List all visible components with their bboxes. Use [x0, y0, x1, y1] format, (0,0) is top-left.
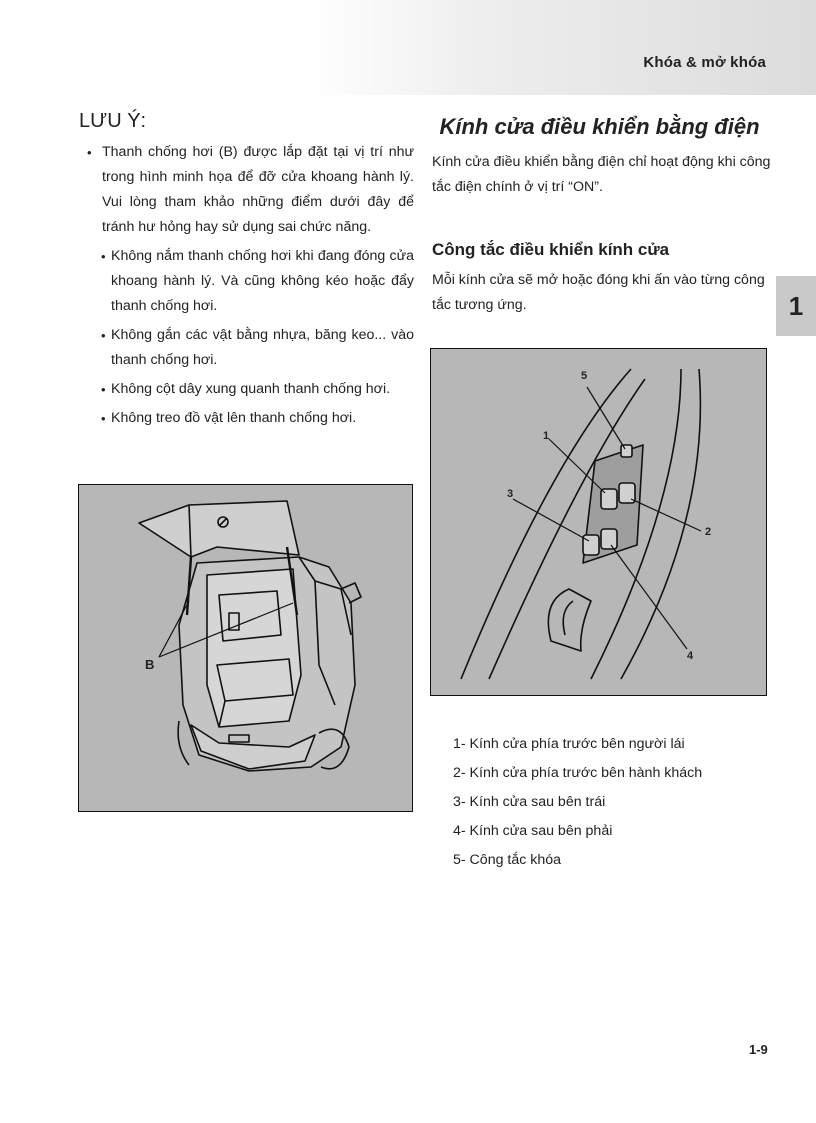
- note-bullet-list: [81, 140, 414, 431]
- legend-item: 1- Kính cửa phía trước bên người lái: [453, 736, 685, 752]
- tailgate-illustration: [79, 485, 411, 810]
- page-number: 1-9: [749, 1042, 768, 1057]
- door-handle: [548, 589, 591, 651]
- tailgate-struts-figure: [78, 484, 413, 812]
- figure-label-2: 2: [705, 526, 712, 538]
- legend-item: 4- Kính cửa sau bên phải: [453, 823, 613, 839]
- legend-item: 5- Công tắc khóa: [453, 852, 562, 868]
- subsection-text: Mỗi kính cửa sẽ mở hoặc đóng khi ấn vào từng công tắc tương ứng.: [432, 272, 765, 313]
- lock-switch: [621, 445, 632, 457]
- figure-label-b: B: [145, 657, 155, 672]
- switch-rear-left: [583, 535, 599, 555]
- note-sub-bullet: • Không cột dây xung quanh thanh chống hơi.: [81, 377, 414, 402]
- figure-label-5: 5: [581, 370, 588, 382]
- chapter-tab: 1: [776, 276, 816, 336]
- switch-rear-right: [601, 529, 617, 549]
- section-title: Kính cửa điều khiển bằng điện: [439, 114, 760, 139]
- header-band: [305, 0, 816, 95]
- note-title: LƯU Ý:: [79, 110, 147, 132]
- figure-label-3: 3: [507, 488, 514, 500]
- window-switch-figure: [430, 348, 767, 696]
- legend-item: 3- Kính cửa sau bên trái: [453, 794, 606, 810]
- switch-legend: [453, 730, 702, 875]
- section-intro: Kính cửa điều khiển bằng điện chỉ hoạt động khi công tắc điện chính ở vị trí “ON”.: [432, 154, 771, 195]
- note-sub-bullet: • Không treo đồ vật lên thanh chống hơi.: [81, 406, 414, 431]
- figure-label-4: 4: [687, 650, 694, 662]
- note-sub-bullet: • Không nắm thanh chống hơi khi đang đóng cửa khoang hành lý. Và cũng không kéo hoặc đẩy thanh chống hơi.: [81, 244, 414, 319]
- section-header-title: Khóa & mở khóa: [643, 54, 766, 71]
- note-bullet: • Thanh chống hơi (B) được lắp đặt tại vị trí như trong hình minh họa để đỡ cửa khoang hành lý. Vui lòng tham khảo những điểm dưới đây để tránh hư hỏng hay sử dụng sai chức năng.: [81, 140, 414, 240]
- subsection-title: Công tắc điều khiển kính cửa: [432, 240, 670, 259]
- tailgate-door: [139, 501, 299, 557]
- legend-item: 2- Kính cửa phía trước bên hành khách: [453, 765, 703, 781]
- door-switch-illustration: [431, 349, 765, 694]
- note-sub-bullet: • Không gắn các vật bằng nhựa, băng keo... vào thanh chống hơi.: [81, 323, 414, 373]
- figure-label-1: 1: [543, 430, 550, 442]
